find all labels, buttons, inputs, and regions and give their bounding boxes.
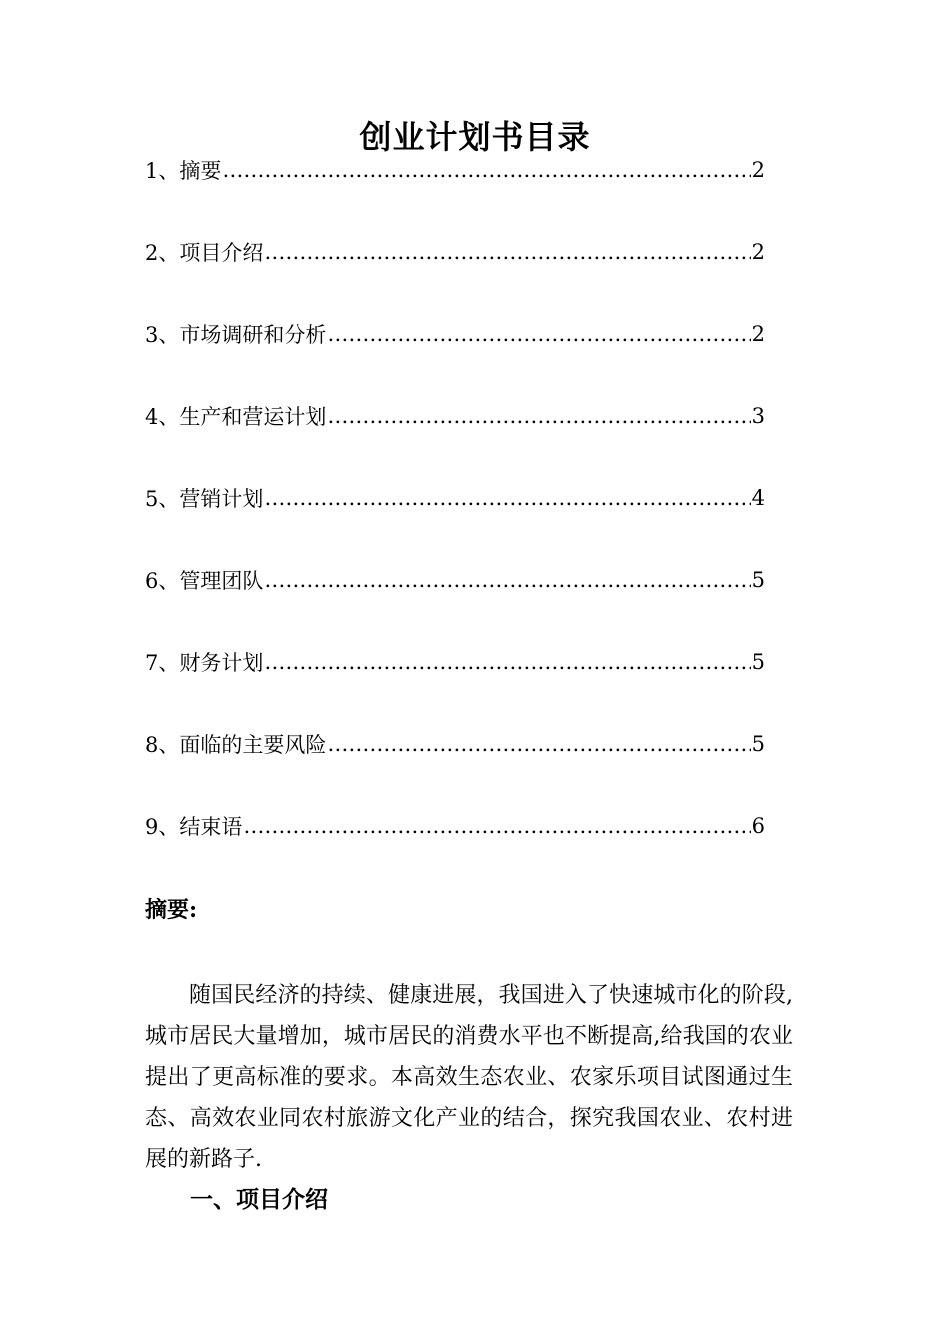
toc-leader-dots: [264, 240, 750, 264]
toc-entry[interactable]: [145, 560, 765, 600]
toc-leader-dots: [327, 732, 750, 756]
toc-entry-label: 8、面临的主要风险: [145, 733, 327, 757]
toc-entry-label: 9、结束语: [145, 815, 243, 839]
toc-entry[interactable]: [145, 724, 765, 764]
toc-entry-page: 2: [751, 322, 765, 346]
toc-entry-label: 7、财务计划: [145, 651, 264, 675]
toc-entry-page: 5: [751, 568, 765, 592]
toc-leader-dots: [264, 568, 750, 592]
toc-leader-dots: [264, 486, 750, 510]
section-heading: 一、项目介绍: [190, 1186, 328, 1213]
toc-leader-dots: [222, 158, 750, 182]
toc-entry-label: 2、项目介绍: [145, 241, 264, 265]
toc-entry-label: 5、营销计划: [145, 487, 264, 511]
toc-entry[interactable]: [145, 150, 765, 190]
toc-leader-dots: [243, 814, 750, 838]
toc-entry[interactable]: [145, 232, 765, 272]
toc-entry-page: 2: [751, 158, 765, 182]
toc-entry[interactable]: [145, 642, 765, 682]
toc-entry-label: 6、管理团队: [145, 569, 264, 593]
toc-entry-page: 5: [751, 732, 765, 756]
toc-entry[interactable]: [145, 806, 765, 846]
summary-heading: 摘要:: [145, 897, 198, 923]
document-title: 创业计划书目录: [359, 118, 591, 156]
toc-entry[interactable]: [145, 314, 765, 354]
toc-entry[interactable]: [145, 478, 765, 518]
toc-entry-label: 1、摘要: [145, 159, 222, 183]
summary-paragraph: 随国民经济的持续、健康进展，我国进入了快速城市化的阶段,城市居民大量增加，城市居民的消费水平也不断提高,给我国的农业提出了更高标准的要求。本高效生态农业、农家乐项目试图通过生态、高效农业同农村旅游文化产业的结合，探究我国农业、农村进展的新路子.: [145, 983, 793, 1172]
toc-leader-dots: [327, 404, 750, 428]
toc-entry-page: 2: [751, 240, 765, 264]
toc-leader-dots: [264, 650, 750, 674]
toc-entry-label: 3、市场调研和分析: [145, 323, 327, 347]
toc-entry-label: 4、生产和营运计划: [145, 405, 327, 429]
toc-entry-page: 4: [751, 486, 765, 510]
toc-leader-dots: [327, 322, 750, 346]
toc-entry-page: 5: [751, 650, 765, 674]
toc-entry-page: 6: [751, 814, 765, 838]
toc-entry-page: 3: [751, 404, 765, 428]
toc-entry[interactable]: [145, 396, 765, 436]
